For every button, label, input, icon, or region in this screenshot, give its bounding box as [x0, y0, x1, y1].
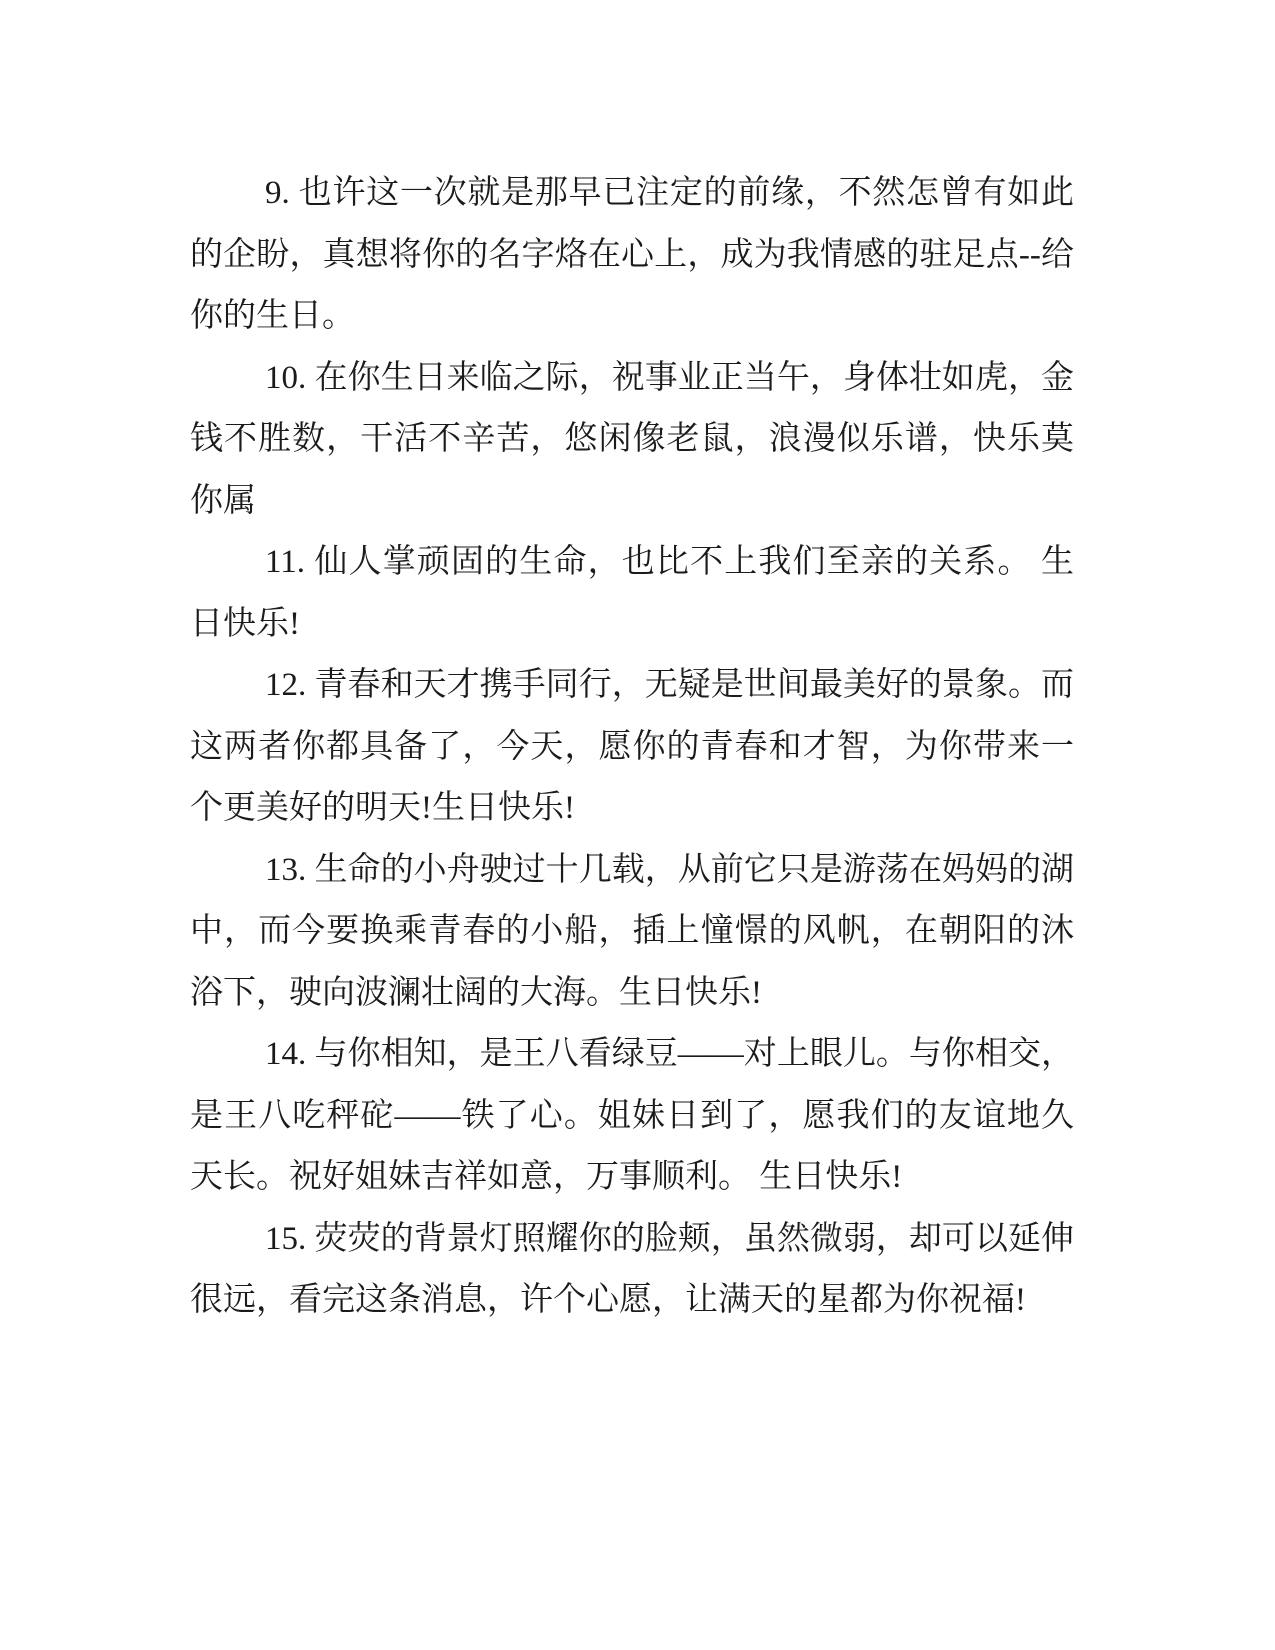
wish-item-11: 11. 仙人掌顽固的生命，也比不上我们至亲的关系。 生日快乐!	[190, 544, 1074, 642]
wish-item-9: 9. 也许这一次就是那早已注定的前缘，不然怎曾有如此的企盼，真想将你的名字烙在心上，成为我情感的驻足点--给你的生日。	[190, 175, 1074, 334]
wish-item-13: 13. 生命的小舟驶过十几载，从前它只是游荡在妈妈的湖中，而今要换乘青春的小船，插上憧憬的风帆，在朝阳的沐浴下，驶向波澜壮阔的大海。生日快乐!	[190, 851, 1074, 1011]
wish-item-12: 12. 青春和天才携手同行，无疑是世间最美好的景象。而这两者你都具备了，今天，愿你的青春和才智，为你带来一个更美好的明天!生日快乐!	[190, 667, 1074, 826]
wish-item-10: 10. 在你生日来临之际，祝事业正当午，身体壮如虎，金钱不胜数，干活不辛苦，悠闲像老鼠，浪漫似乐谱，快乐莫你属	[190, 359, 1074, 519]
wish-item-14: 14. 与你相知，是王八看绿豆——对上眼儿。与你相交，是王八吃秤砣——铁了心。姐妹日到了，愿我们的友谊地久天长。祝好姐妹吉祥如意，万事顺利。 生日快乐!	[190, 1036, 1074, 1195]
wish-item-15: 15. 荧荧的背景灯照耀你的脸颊，虽然微弱，却可以延伸很远，看完这条消息，许个心愿，让满天的星都为你祝福!	[190, 1220, 1074, 1318]
document-text-column	[190, 163, 1074, 1332]
